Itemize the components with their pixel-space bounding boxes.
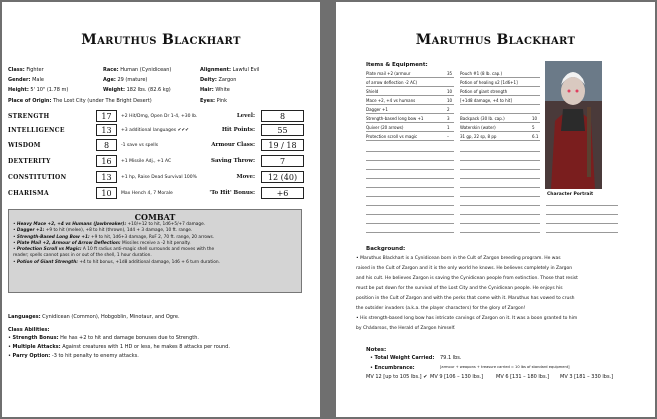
combat-line: • Strength-Based Long Bow +1: +9 to hit, 1d6+3 damage, RoF 2, 70 ft. range, 20 arrows. — [13, 234, 215, 240]
equipment-name: 31 gp, 22 sp, 8 pp — [460, 134, 497, 139]
equipment-name: Potion of healing x2 [1d6+1] — [460, 80, 518, 85]
stat-row-wisdom — [8, 139, 308, 152]
info-weight: Weight: 182 lbs. (82.6 kg) — [103, 87, 171, 93]
ability-item: • Multiple Attacks: Against creatures with 1 HD or less, he makes 8 attacks per round. — [8, 344, 230, 350]
encumbrance-note: [armour + weapons + treasure carried = 10 lbs of standard equipment] — [440, 365, 570, 369]
ruled-line — [460, 214, 540, 215]
encumbrance-option: MV 9 [106 – 130 lbs.] — [430, 374, 484, 380]
character-portrait — [545, 61, 602, 189]
equipment-name: Mace +2, +4 vs humans — [366, 98, 416, 103]
combat-line: • Potion of Giant Strength: +4 to hit bonus, +1d8 additional damage, 1d6 + 6 turn duration. — [13, 259, 220, 265]
info-origin: Place of Origin: The Lost City (under The Bright Desert) — [8, 98, 152, 104]
ruled-line — [366, 214, 454, 215]
level-value: 8 — [261, 110, 304, 122]
ruled-line — [366, 205, 454, 206]
equipment-weight: 10 — [447, 98, 453, 103]
armour-class-label: Armour Class: — [211, 142, 255, 148]
stat-row-strength — [8, 110, 308, 123]
info-age: Age: 29 (mature) — [103, 77, 148, 83]
background-line: and his cult. He believes Zargon is saving the Cynidicean people from extinction. Those that resist — [356, 276, 578, 281]
stat-name: CONSTITUTION — [8, 174, 67, 181]
ruled-line — [546, 223, 618, 224]
equipment-name: Strength-based long bow +1 — [366, 116, 424, 121]
equipment-weight: 10 — [532, 116, 538, 121]
equipment-row — [366, 70, 454, 78]
equipment-row — [460, 106, 540, 114]
equipment-name: Plate mail +2 (armour — [366, 71, 411, 76]
stat-value: 17 — [96, 110, 117, 122]
ruled-line — [460, 232, 540, 233]
background-line: raised in the Cult of Zargon and it is the only world he knows. He believes completely in Zargon — [356, 266, 573, 271]
ruled-line — [460, 160, 540, 161]
combat-panel — [8, 209, 302, 293]
info-alignment: Alignment: Lawful Evil — [200, 67, 260, 73]
stat-row-charisma — [8, 187, 308, 200]
ruled-line — [460, 169, 540, 170]
equipment-name: Shield — [366, 89, 379, 94]
info-height: Height: 5' 10" (1.78 m) — [8, 87, 69, 93]
equipment-row — [366, 79, 454, 87]
equipment-weight: 1 — [447, 125, 450, 130]
info-deity: Deity: Zargon — [200, 77, 237, 83]
ruled-line — [366, 160, 454, 161]
background-line: • Maruthus Blackhart is a Cynidicean born in the Cult of Zargon breeding program. He was — [356, 256, 561, 261]
background-line: position in the Cult of Zargon and with the perks that come with it. Maruthus has vowed to crush — [356, 296, 575, 301]
ruled-line — [460, 205, 540, 206]
hit-points-value: 55 — [261, 124, 304, 136]
stat-value: 10 — [96, 187, 117, 199]
stat-desc: +3 additional languages ✔✔✔ — [121, 128, 189, 133]
encumbrance-option: MV 12 [up to 105 lbs.] ✔ — [366, 374, 428, 380]
equipment-row — [460, 79, 540, 87]
ruled-line — [460, 223, 540, 224]
info-race: Race: Human (Cynidicean) — [103, 67, 172, 73]
equipment-row — [366, 133, 454, 141]
combat-line: • Plate Mail +2, Armour of Arrow Deflection: Missiles receive a -2 hit penalty. — [13, 240, 191, 246]
equipment-row — [460, 97, 540, 105]
ruled-line — [366, 178, 454, 179]
stat-name: CHARISMA — [8, 190, 49, 197]
ruled-line — [546, 205, 618, 206]
abilities-title: Class Abilities: — [8, 327, 50, 333]
ruled-line — [366, 232, 454, 233]
background-line: must be put down for the survival of the Lost City and the Cynidicean people. He enjoys his — [356, 286, 563, 291]
stat-desc: -1 save vs spells — [121, 143, 159, 148]
equipment-name: Backpack (30 lb. cap.) — [460, 116, 505, 121]
ruled-line — [366, 151, 454, 152]
total-weight: • Total Weight Carried: — [370, 355, 435, 361]
combat-line: • Dagger +1: +9 to hit (melee), +8 to hit (thrown), 1d4 + 3 damage, 10 ft. range. — [13, 228, 193, 234]
notes-title: Notes: — [366, 347, 387, 353]
stat-value: 8 — [96, 139, 117, 151]
ruled-line — [366, 196, 454, 197]
equipment-weight: 5 — [532, 125, 535, 130]
ruled-line — [460, 178, 540, 179]
stat-value: 13 — [96, 124, 117, 136]
equipment-row — [460, 124, 540, 132]
background-line: the outsider invaders (a.k.a. the player characters) for the glory of Zargon! — [356, 306, 526, 311]
stat-desc: +1 hp, Raise Dead Survival 100% — [121, 175, 197, 180]
equipment-row — [366, 115, 454, 123]
combat-line: • Heavy Mace +2, +4 vs Humans (Jawbreaker): +10/+12 to hit, 1d6+5/+7 damage. — [13, 222, 206, 227]
stat-desc: +1 Missile Adj., +1 AC — [121, 159, 172, 164]
ruled-line — [460, 151, 540, 152]
stat-name: WISDOM — [8, 142, 41, 149]
equipment-row — [366, 88, 454, 96]
move-label: Move: — [236, 174, 255, 180]
saving-throw-value: 7 — [261, 155, 304, 167]
equipment-row — [460, 88, 540, 96]
stat-row-dexterity — [8, 155, 308, 168]
stat-value: 16 — [96, 155, 117, 167]
ability-item: • Strength Bonus: He has +2 to hit and damage bonuses due to Strength. — [8, 335, 199, 341]
encumbrance-option: MV 3 [181 – 330 lbs.] — [560, 374, 614, 380]
encumbrance-label: • Encumbrance: — [370, 365, 415, 371]
ruled-line — [460, 187, 540, 188]
stat-row-constitution — [8, 171, 308, 184]
equipment-name: Protection scroll vs magic — [366, 134, 418, 139]
combat-line: • Protection Scroll vs Magic: A 10 ft radius anti-magic shell surrounds and moves with the — [13, 247, 215, 253]
to-hit-value: +6 — [261, 187, 304, 199]
stat-name: STRENGTH — [8, 113, 50, 120]
stat-name: DEXTERITY — [8, 158, 51, 165]
info-hair: Hair: White — [200, 87, 230, 93]
stat-desc: +2 Hit/Dmg, Open Dr 1-4, +30 lb. — [121, 114, 198, 119]
saving-throw-label: Saving Throw: — [210, 158, 255, 164]
hit-points-label: Hit Points: — [221, 127, 255, 133]
equipment-name: Quiver (20 arrows) — [366, 125, 404, 130]
armour-class-value: 19 / 18 — [261, 139, 304, 151]
character-sheet-page-2 — [336, 2, 655, 417]
equipment-weight: 35 — [447, 71, 453, 76]
level-label: Level: — [236, 113, 255, 119]
move-value: 12 (40) — [261, 171, 304, 183]
equipment-name: Potion of giant strength — [460, 89, 508, 94]
background-line: by Chádarsos, the Herald of Zargon himself. — [356, 326, 456, 331]
combat-title: COMBAT — [134, 212, 176, 222]
ruled-line — [366, 187, 454, 188]
total-weight-value: 79.1 lbs. — [440, 355, 462, 361]
portrait-caption: Character Portrait — [547, 192, 594, 197]
equipment-row — [366, 124, 454, 132]
to-hit-label: 'To Hit' Bonus: — [209, 190, 255, 196]
equipment-row — [460, 115, 540, 123]
equipment-weight: 6.1 — [532, 134, 539, 139]
equipment-title: Items & Equipment: — [366, 62, 428, 68]
equipment-row — [460, 70, 540, 78]
ruled-line — [546, 214, 618, 215]
equipment-weight: 10 — [447, 89, 453, 94]
character-sheet-page-1 — [2, 2, 320, 417]
info-class: Class: Fighter — [8, 67, 44, 73]
background-line: • His strength-based long bow has intricate carvings of Zargon on it. It was a boon granted to him — [356, 316, 578, 321]
info-eyes: Eyes: Pink — [200, 98, 227, 104]
equipment-weight: 3 — [447, 116, 450, 121]
page-title: Maruthus Blackhart — [81, 32, 241, 48]
background-title: Background: — [366, 246, 406, 252]
stat-name: INTELLIGENCE — [8, 127, 65, 134]
ruled-line — [366, 223, 454, 224]
stat-value: 13 — [96, 171, 117, 183]
ruled-line — [546, 232, 618, 233]
equipment-name: [+1d8 damage, +4 to hit] — [460, 98, 512, 103]
stat-row-intelligence — [8, 124, 308, 137]
ruled-line — [366, 169, 454, 170]
equipment-name: Dagger +1 — [366, 107, 388, 112]
equipment-name: Pouch #1 (8 lb. cap.) — [460, 71, 503, 76]
equipment-weight: – — [447, 134, 449, 139]
equipment-weight: 2 — [447, 107, 450, 112]
languages: Languages: Cynidicean (Common), Hobgoblin, Minotaur, and Ogre. — [8, 314, 180, 320]
encumbrance-option: MV 6 [131 – 180 lbs.] — [496, 374, 550, 380]
ability-item: • Parry Option: -3 to hit penalty to enemy attacks. — [8, 353, 139, 359]
equipment-name: of arrow deflection -2 AC) — [366, 80, 418, 85]
equipment-row — [460, 133, 540, 141]
info-gender: Gender: Male — [8, 77, 44, 83]
ruled-line — [460, 196, 540, 197]
combat-line: reader; spells cannot pass in or out of the shell, 1 hour duration. — [13, 253, 152, 259]
page-title: Maruthus Blackhart — [415, 32, 576, 48]
equipment-row — [366, 106, 454, 114]
equipment-name: Waterskin (water) — [460, 125, 496, 130]
equipment-row — [366, 97, 454, 105]
stat-desc: Max Hench 4, 7 Morale — [121, 191, 173, 196]
